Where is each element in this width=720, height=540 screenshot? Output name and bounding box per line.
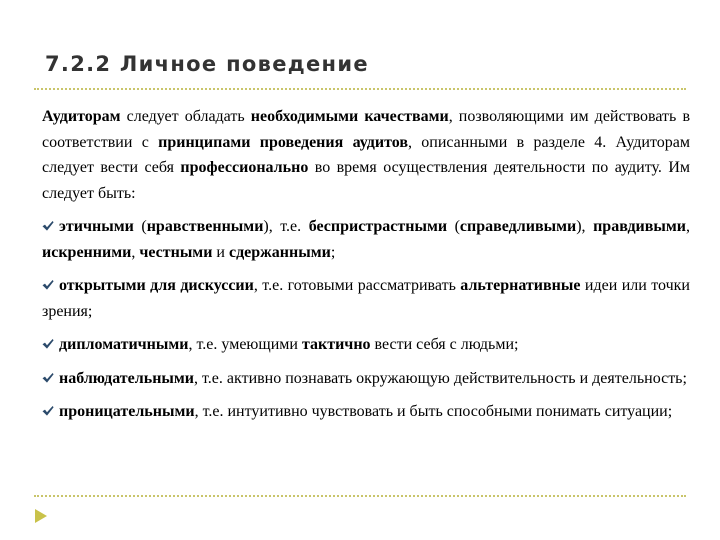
list-item-ethical <box>42 214 690 265</box>
item-text: и <box>212 243 229 261</box>
item-bold-term: этичными <box>59 218 134 235</box>
intro-bold-term: профессионально <box>180 159 309 176</box>
item-text: , т.е. умеющими <box>188 336 302 353</box>
item-text: ), т.е. <box>263 218 309 235</box>
item-bold-term: справедливыми <box>459 218 577 235</box>
item-text: , т.е. активно познавать окружающую действительность и деятельность; <box>194 369 687 387</box>
intro-text: , описанными в разделе 4. Аудиторам следует вести себя <box>42 133 690 176</box>
list-item-perceptive <box>42 399 690 425</box>
item-text: ( <box>133 218 147 235</box>
item-bold-term: тактично <box>301 336 371 353</box>
intro-bold-term: принципами проведения аудитов <box>158 133 408 151</box>
checkmark-arrow-icon <box>42 214 59 240</box>
list-item-diplomatic <box>42 332 690 358</box>
intro-bold-term: необходимыми качествами <box>250 108 449 125</box>
item-text: ; <box>330 243 336 261</box>
item-text: вести себя с людьми; <box>370 336 519 353</box>
item-bold-term: альтернативные <box>460 277 581 294</box>
item-text: , т.е. интуитивно чувствовать и быть способными понимать ситуации; <box>194 403 673 420</box>
item-text: ( <box>447 218 460 235</box>
item-bold-term: честными <box>139 243 213 261</box>
item-bold-term: правдивыми <box>593 218 686 235</box>
item-bold-term: искренними <box>42 243 132 261</box>
title-divider <box>34 88 686 90</box>
checkmark-arrow-icon <box>42 366 59 392</box>
slide-title: 7.2.2 Личное поведение <box>45 52 369 76</box>
checkmark-arrow-icon <box>42 399 59 425</box>
item-text: , <box>686 218 690 235</box>
list-item-observant <box>42 366 690 392</box>
intro-paragraph <box>42 104 690 206</box>
list-item-open-minded <box>42 273 690 324</box>
item-bold-term: наблюдательными <box>59 369 195 387</box>
footer-divider <box>34 495 686 497</box>
item-bold-term: нравственными <box>146 218 264 235</box>
item-bold-term: беспристрастными <box>308 218 448 235</box>
item-bold-term: сдержанными <box>228 243 331 261</box>
item-bold-term: открытыми для дискуссии <box>59 277 254 294</box>
intro-text: во время осуществления деятельности по аудиту. Им следует быть: <box>42 159 691 202</box>
triangle-marker-icon <box>35 509 47 523</box>
slide-body <box>42 104 690 425</box>
intro-text: , позволяющими им действовать в соответствии с <box>42 108 690 151</box>
item-bold-term: проницательными <box>59 403 195 420</box>
item-text: идеи или точки зрения; <box>42 277 690 320</box>
item-text: , <box>131 243 140 261</box>
item-text: ), <box>576 218 594 235</box>
item-text: , т.е. готовыми рассматривать <box>253 277 461 294</box>
intro-text: следует обладать <box>120 108 251 125</box>
item-bold-term: дипломатичными <box>59 336 189 353</box>
intro-bold-term: Аудиторам <box>42 108 121 125</box>
checkmark-arrow-icon <box>42 332 59 358</box>
checkmark-arrow-icon <box>42 273 59 299</box>
